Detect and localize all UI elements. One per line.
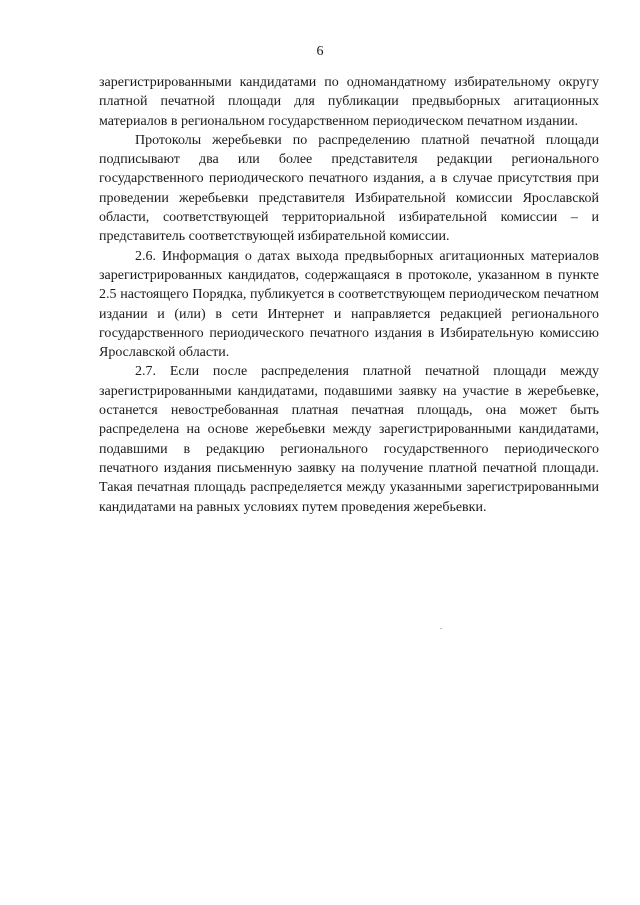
paragraph-protocols: Протоколы жеребьевки по распределению платной печатной площади подписывают два или более представителя редакции регионального государственного периодического печатного издания, а в случае присутствия при проведении жеребьевки представителя Избирательной комиссии Ярославской области, соответствующей территориальной избирательной комиссии – и представитель соответствующей избирательной комиссии. bbox=[99, 132, 599, 245]
paragraph-continuation: зарегистрированными кандидатами по одномандатному избирательному округу платной печатной площади для публикации предвыборных агитационных материалов в региональном государственном периодическом печатном издании. bbox=[99, 75, 599, 129]
paragraph-2-6: 2.6. Информация о датах выхода предвыборных агитационных материалов зарегистрированных кандидатов, содержащаяся в протоколе, указанном в пункте 2.5 настоящего Порядка, публикуется в соответствующем периодическом печатном издании и (или) в сети Интернет и направляется редакцией регионального государственного периодического печатного издания в Избирательную комиссию Ярославской области. bbox=[99, 248, 599, 361]
page-number: 6 bbox=[316, 44, 324, 59]
scan-speck bbox=[440, 628, 442, 629]
document-body bbox=[99, 73, 599, 517]
paragraph-2-7: 2.7. Если после распределения платной печатной площади между зарегистрированными кандидатами, подавшими заявку на участие в жеребьевке, останется невостребованная платная печатная площадь, она может быть распределена на основе жеребьевки между зарегистрированными кандидатами, подавшими в редакцию регионального государственного периодического печатного издания письменную заявку на получение платной печатной площади. Такая печатная площадь распределяется между указанными зарегистрированными кандидатами на равных условиях путем проведения жеребьевки. bbox=[99, 364, 599, 515]
